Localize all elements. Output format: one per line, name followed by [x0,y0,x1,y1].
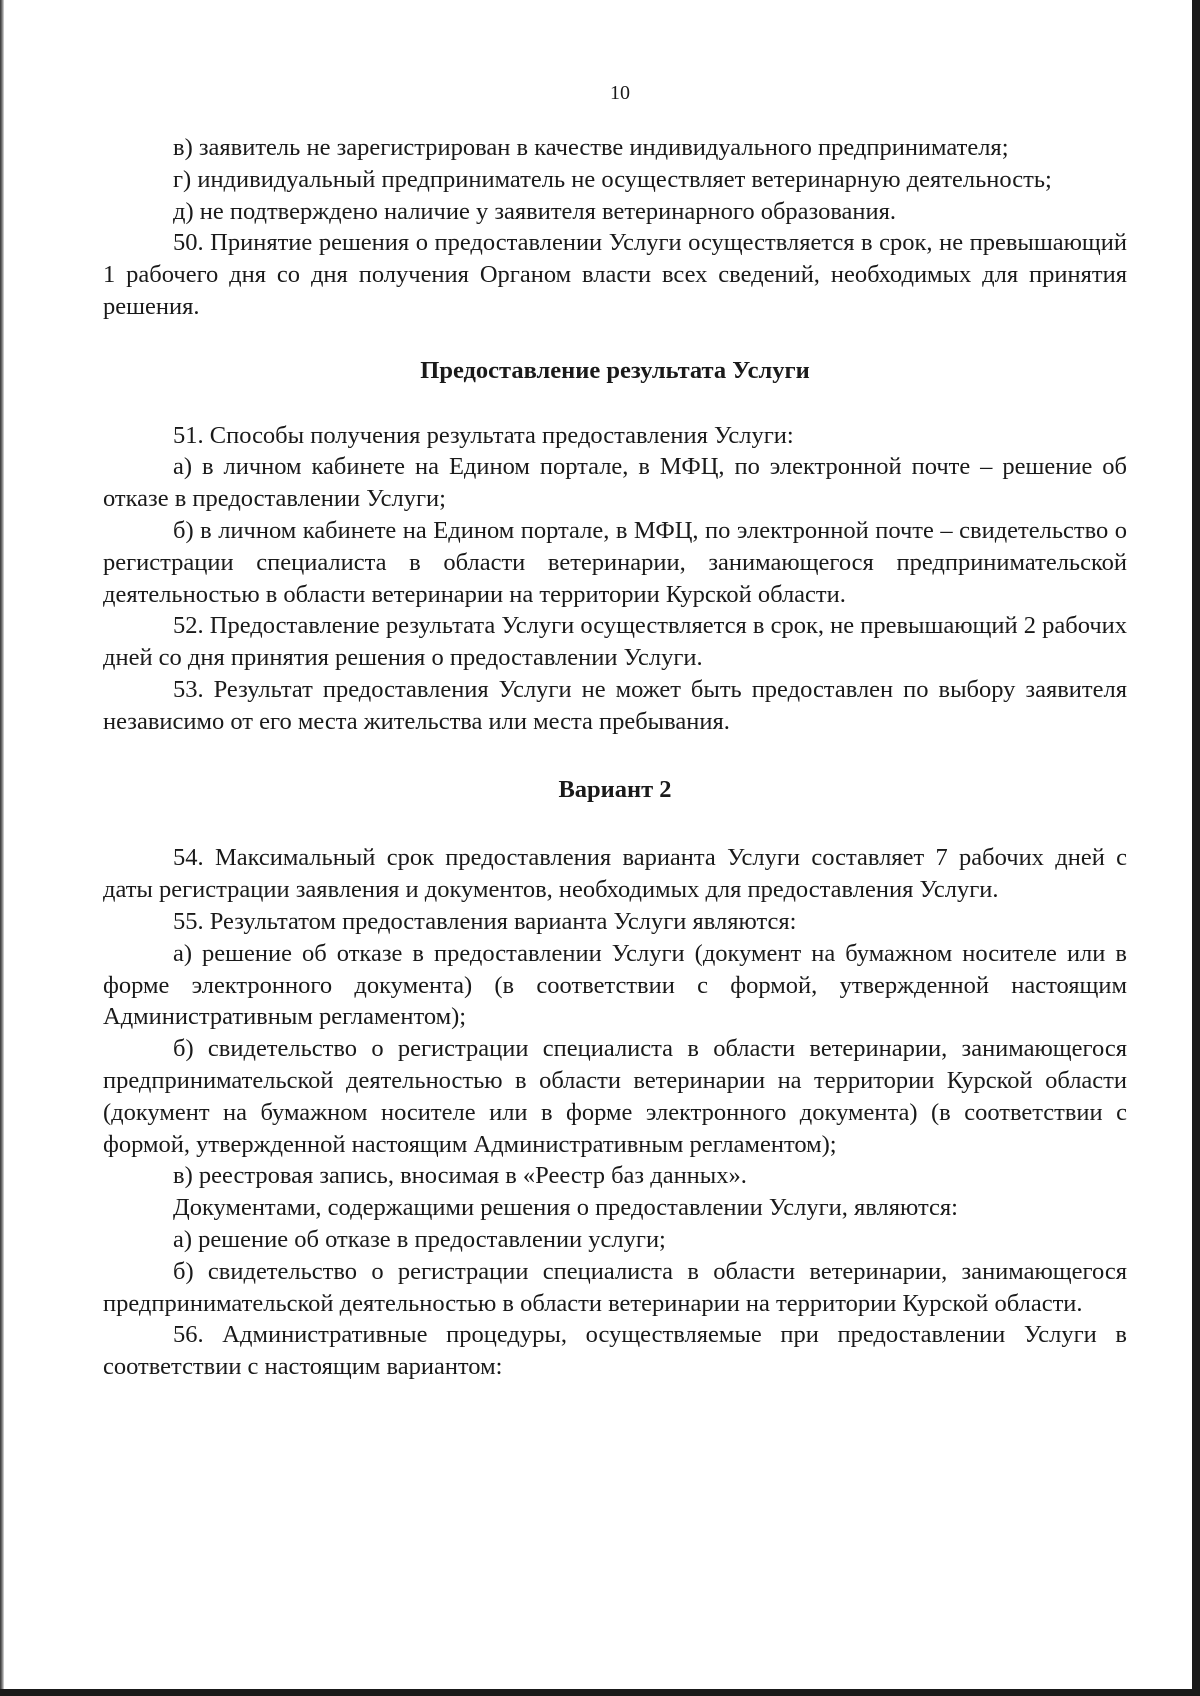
paragraph-item-v: в) заявитель не зарегистрирован в качестве индивидуального предпринимателя; [173,134,1009,161]
paragraph-item-d: д) не подтверждено наличие у заявителя ветеринарного образования. [173,197,897,225]
section-heading-result: Предоставление результата Услуги [420,356,810,384]
paragraph-55: 55. Результатом предоставления варианта Услуги являются: [173,907,797,935]
paragraph-55-a: а) решение об отказе в предоставлении Услуги (документ на бумажном носителе или в форме электронного документа) (в соответствии с формой, утвержденной настоящим Административным регламентом); [103,939,1127,1031]
paragraph-53: 53. Результат предоставления Услуги не может быть предоставлен по выбору заявителя независимо от его места жительства или места пребывания. [103,675,1127,735]
paragraph-55-v: в) реестровая запись, вносимая в «Реестр баз данных». [173,1162,747,1190]
section-heading-variant: Вариант 2 [558,775,672,803]
paragraph-52: 52. Предоставление результата Услуги осуществляется в срок, не превышающий 2 рабочих дней со дня принятия решения о предоставлении Услуги. [103,612,1128,672]
paragraph-56: 56. Административные процедуры, осуществляемые при предоставлении Услуги в соответствии с настоящим вариантом: [103,1321,1127,1381]
paragraph-documents: Документами, содержащими решения о предоставлении Услуги, являются: [173,1194,958,1222]
paragraph-51: 51. Способы получения результата предоставления Услуги: [173,421,794,449]
paragraph-51-b: б) в личном кабинете на Едином портале, в МФЦ, по электронной почте – свидетельство о регистрации специалиста в области ветеринарии, занимающегося предпринимательской деятельностью в области ветеринарии на территории Курской области. [103,516,1127,608]
page-number: 10 [610,82,630,104]
scan-edge-bottom [0,1689,1200,1696]
paragraph-54: 54. Максимальный срок предоставления варианта Услуги составляет 7 рабочих дней с даты регистрации заявления и документов, необходимых для предоставления Услуги. [103,844,1127,904]
scan-edge-left [0,0,4,1696]
paragraph-50: 50. Принятие решения о предоставлении Услуги осуществляется в срок, не превышающий 1 рабочего дня со дня получения Органом власти всех сведений, необходимых для принятия решения. [103,229,1127,320]
paragraph-item-g: г) индивидуальный предприниматель не осуществляет ветеринарную деятельность; [173,165,1052,193]
paragraph-documents-a: а) решение об отказе в предоставлении услуги; [173,1225,666,1253]
paragraph-51-a: а) в личном кабинете на Едином портале, в МФЦ, по электронной почте – решение об отказе в предоставлении Услуги; [103,453,1127,513]
paragraph-documents-b: б) свидетельство о регистрации специалиста в области ветеринарии, занимающегося предпринимательской деятельностью в области ветеринарии на территории Курской области. [103,1257,1127,1317]
paragraph-55-b: б) свидетельство о регистрации специалиста в области ветеринарии, занимающегося предпринимательской деятельностью в области ветеринарии на территории Курской области (документ на бумажном носителе или в форме электронного документа) (в соответствии с формой, утвержденной настоящим Административным регламентом); [103,1035,1127,1158]
document-body [103,132,1127,1383]
scan-edge-right [1192,0,1200,1696]
